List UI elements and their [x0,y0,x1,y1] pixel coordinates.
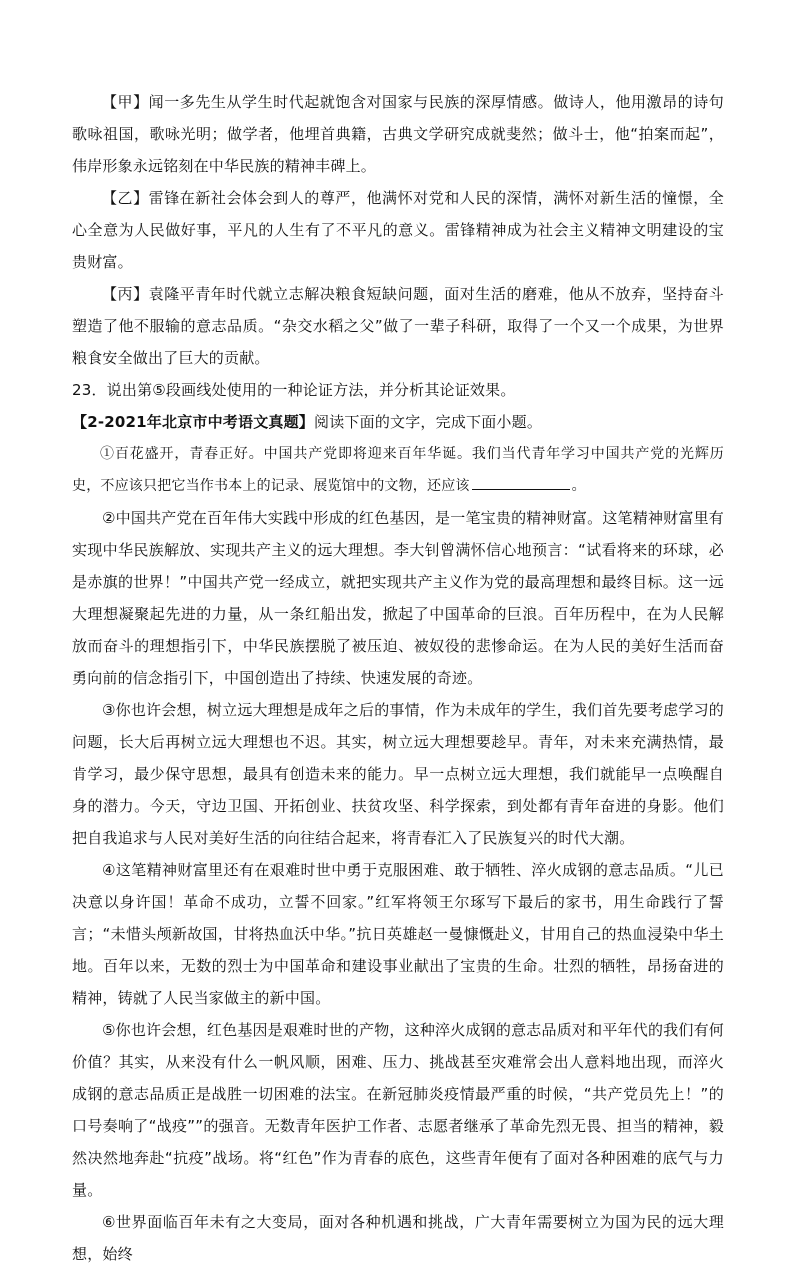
paragraph-1-end: 。 [571,478,586,494]
paragraph-5: ⑤你也许会想，红色基因是艰难时世的产物，这种淬火成钢的意志品质对和平年代的我们有何价值？其实，从来没有什么一帆风顺，困难、压力、挑战甚至灾难常会出人意料地出现，而淬火成钢的意志品质正是战胜一切困难的法宝。在新冠肺炎疫情最严重的时候，“共产党员先上！”的口号奏响了“战疫””的强音。无数青年医护工作者、志愿者继承了革命先烈无畏、担当的精神，毅然决然地奔赴“抗疫”战场。将“红色”作为青春的底色，这些青年便有了面对各种困难的底气与力量。 [72,1021,724,1199]
paragraph-3: ③你也许会想，树立远大理想是成年之后的事情，作为未成年的学生，我们首先要考虑学习的问题，长大后再树立远大理想也不迟。其实，树立远大理想要趁早。青年，对未来充满热情，最肯学习，最少保守思想，最具有创造未来的能力。早一点树立远大理想，我们就能早一点唤醒自身的潜力。今天，守边卫国、开拓创业、扶贫攻坚、科学探索，到处都有青年奋进的身影。他们把自我追求与人民对美好生活的向往结合起来，将青春汇入了民族复兴的时代大潮。 [72,701,724,847]
material-jia: 【甲】闻一多先生从学生时代起就饱含对国家与民族的深厚情感。做诗人，他用激昂的诗句歌咏祖国，歌咏光明；做学者，他埋首典籍，古典文学研究成就斐然；做斗士，他“拍案而起”，伟岸形象永远铭刻在中华民族的精神丰碑上。 [72,93,724,175]
section-instruction: 阅读下面的文字，完成下面小题。 [314,413,543,431]
material-yi: 【乙】雷锋在新社会体会到人的尊严，他满怀对党和人民的深情，满怀对新生活的憧憬，全心全意为人民做好事，平凡的人生有了不平凡的意义。雷锋精神成为社会主义精神文明建设的宝贵财富。 [72,189,724,271]
answer-blank [472,475,570,490]
paragraph-4: ④这笔精神财富里还有在艰难时世中勇于克服困难、敢于牺牲、淬火成钢的意志品质。“儿已决意以身许国！革命不成功，立誓不回家。”红军将领王尔琢写下最后的家书，用生命践行了誓言；“未惜头颅新故国，甘将热血沃中华。”抗日英雄赵一曼慷慨赴义，甘用自己的热血浸染中华土地。百年以来，无数的烈士为中国革命和建设事业献出了宝贵的生命。壮烈的牺牲，昂扬奋进的精神，铸就了人民当家做主的新中国。 [72,861,724,1007]
paragraph-6: ⑥世界面临百年未有之大变局，面对各种机遇和挑战，广大青年需要树立为国为民的远大理想，始终 [72,1213,724,1263]
paragraph-2: ②中国共产党在百年伟大实践中形成的红色基因，是一笔宝贵的精神财富。这笔精神财富里有实现中华民族解放、实现共产主义的远大理想。李大钊曾满怀信心地预言：“试看将来的环球，必是赤旗的世界！”中国共产党一经成立，就把实现共产主义作为党的最高理想和最终目标。这一远大理想凝聚起先进的力量，从一条红船出发，掀起了中国革命的巨浪。百年历程中，在为人民解放而奋斗的理想指引下，中华民族摆脱了被压迫、被奴役的悲惨命运。在为人民的美好生活而奋勇向前的信念指引下，中国创造出了持续、快速发展的奇迹。 [72,509,724,687]
paragraph-1-text: ①百花盛开，青春正好。中国共产党即将迎来百年华诞。我们当代青年学习中国共产党的光辉历史，不应该只把它当作书本上的记录、展览馆中的文物，还应该 [72,446,724,494]
section-header [72,406,724,438]
document-page [72,86,724,1270]
section-source: 【2-2021年北京市中考语文真题】 [72,413,315,431]
question-23: 23．说出第⑤段画线处使用的一种论证方法，并分析其论证效果。 [72,381,516,399]
paragraph-1 [72,438,724,502]
material-bing: 【丙】袁隆平青年时代就立志解决粮食短缺问题，面对生活的磨难，他从不放弃，坚持奋斗塑造了他不服输的意志品质。“杂交水稻之父”做了一辈子科研，取得了一个又一个成果，为世界粮食安全做出了巨大的贡献。 [72,285,724,367]
